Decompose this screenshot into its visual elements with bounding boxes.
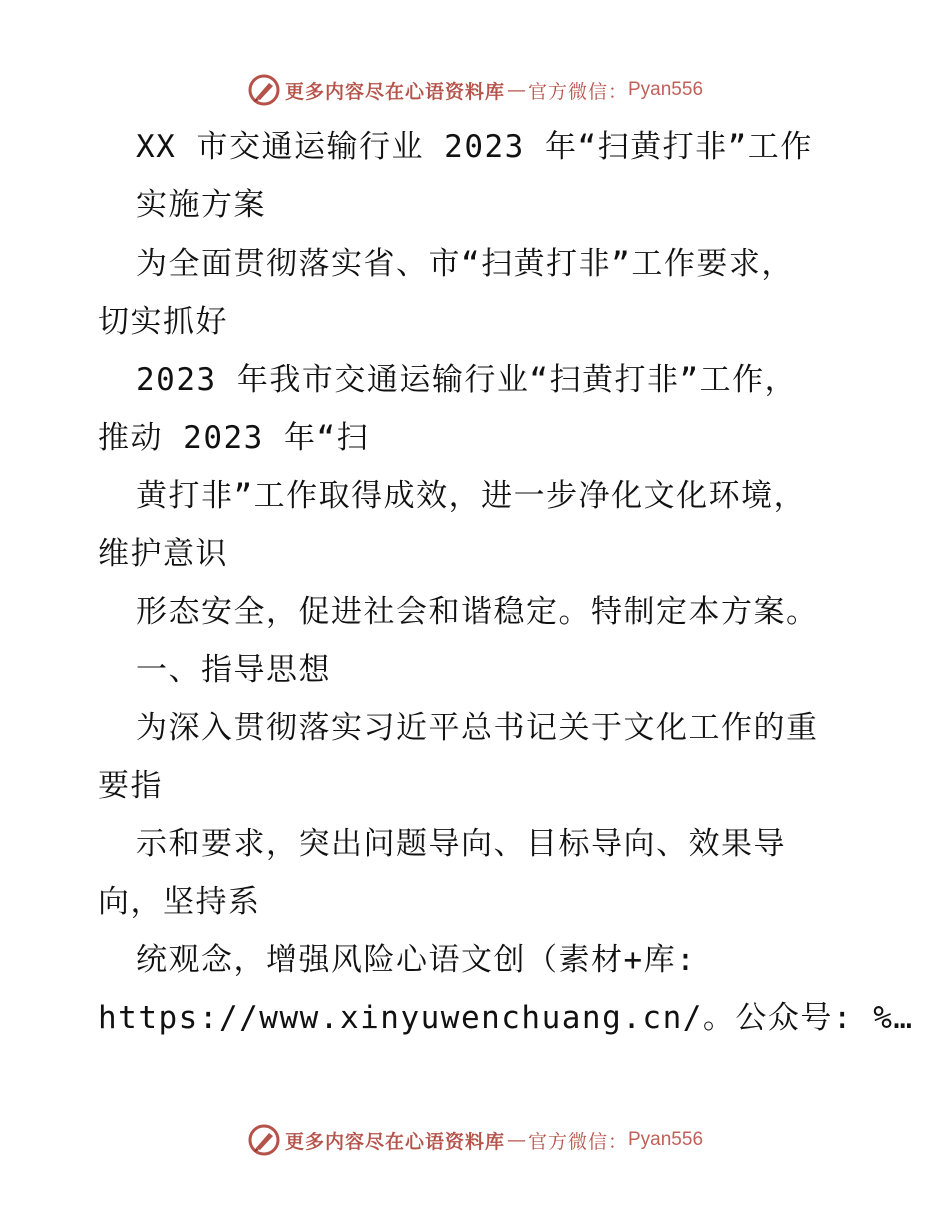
pen-circle-logo-icon (247, 73, 281, 107)
watermark-text: 更多内容尽在心语资料库 (284, 80, 505, 103)
section-heading: 一、指导思想 (136, 652, 331, 688)
paragraph-line-url: https://www.xinyuwenchuang.cn/。公众号: %… (98, 1000, 914, 1036)
pen-circle-logo-icon (247, 1123, 281, 1157)
paragraph-line: 黄打非”工作取得成效，进一步净化文化环境， (136, 478, 807, 514)
paragraph-line: 统观念，增强风险心语文创（素材+库: (136, 942, 697, 978)
paragraph-line: 示和要求，突出问题导向、目标导向、效果导 (136, 826, 786, 862)
paragraph-line: 向，坚持系 (98, 884, 261, 920)
watermark-wechat-label: 官方微信： (527, 1130, 628, 1153)
watermark-separator: — (506, 79, 526, 101)
paragraph-line: 为深入贯彻落实习近平总书记关于文化工作的重 (136, 710, 819, 746)
document-title-line-2: 实施方案 (136, 187, 266, 223)
watermark-banner-bottom (0, 1120, 950, 1160)
paragraph-line: 切实抓好 (98, 304, 228, 340)
paragraph-line: 要指 (98, 768, 163, 804)
paragraph-line: 推动 2023 年“扫 (98, 420, 370, 456)
paragraph-line: 形态安全，促进社会和谐稳定。特制定本方案。 (136, 594, 819, 630)
watermark-text: 更多内容尽在心语资料库 (284, 1130, 505, 1153)
watermark-banner-top (0, 70, 950, 110)
paragraph-line: 为全面贯彻落实省、市“扫黄打非”工作要求， (136, 246, 794, 282)
watermark-separator: — (506, 1129, 526, 1151)
document-title-line-1: XX 市交通运输行业 2023 年“扫黄打非”工作 (136, 129, 813, 165)
paragraph-line: 维护意识 (98, 536, 228, 572)
paragraph-line: 2023 年我市交通运输行业“扫黄打非”工作， (136, 362, 798, 398)
watermark-wechat-id: Pyan556 (628, 1129, 704, 1150)
watermark-wechat-id: Pyan556 (628, 79, 704, 100)
watermark-wechat-label: 官方微信： (527, 80, 628, 103)
